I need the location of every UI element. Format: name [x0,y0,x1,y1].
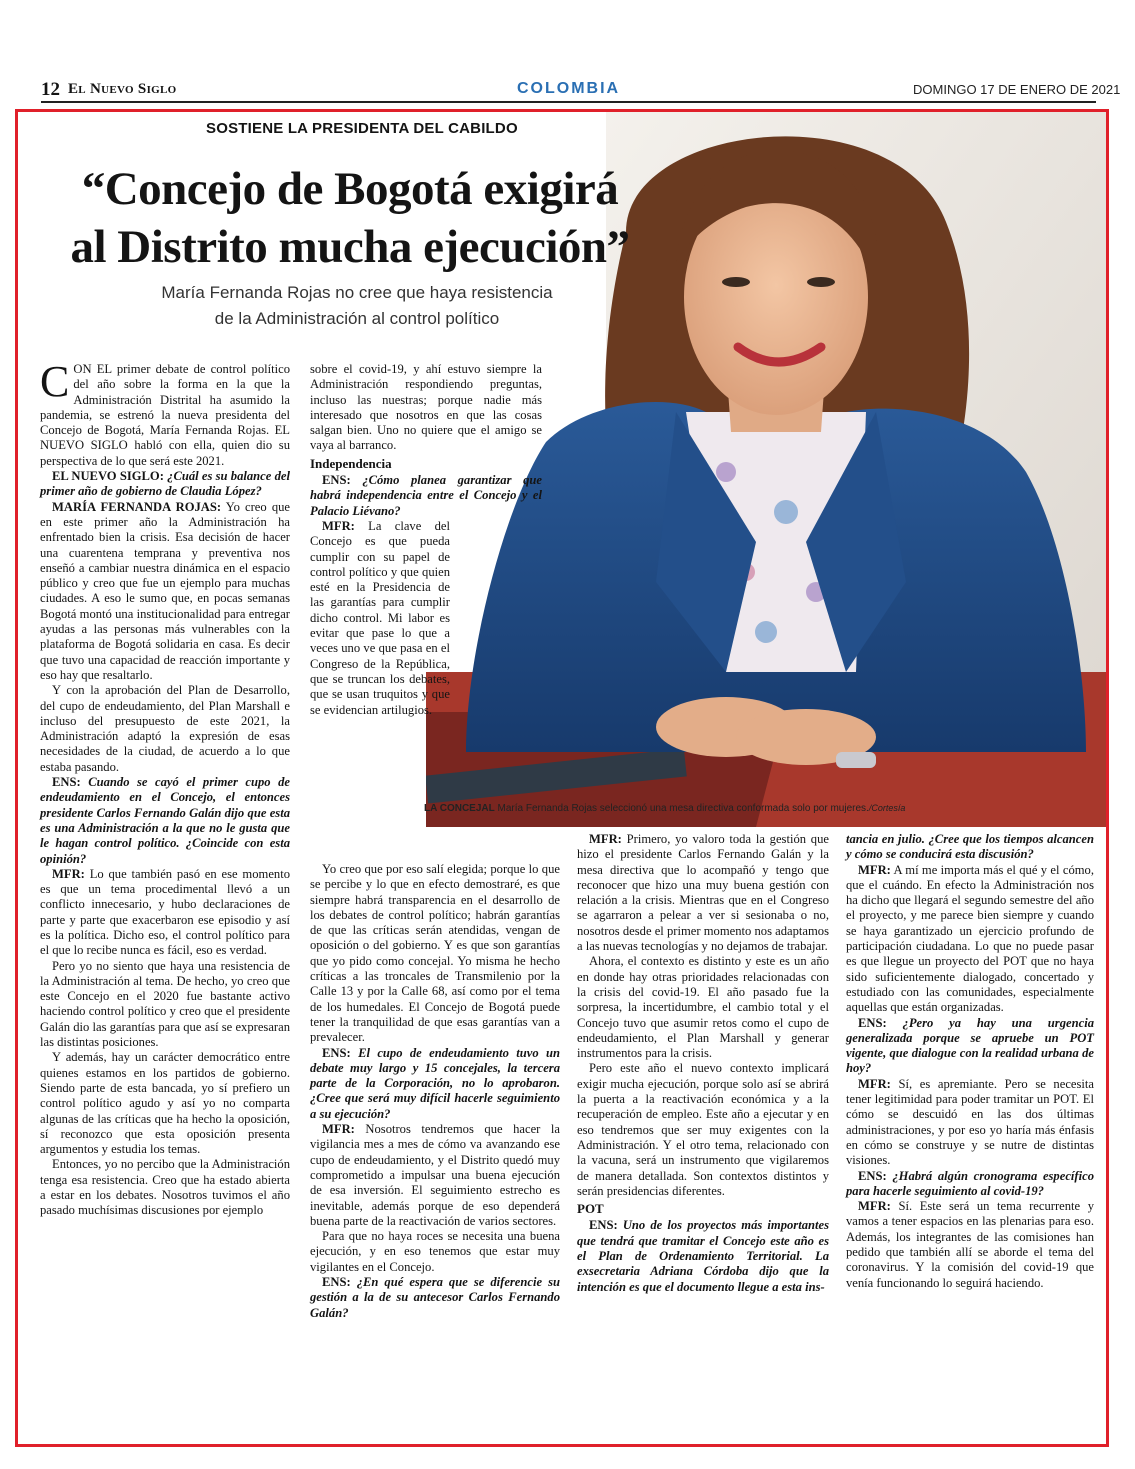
body-paragraph: sobre el covid-19, y ahí estuvo siempre la Administración respondiendo preguntas, incluso las nuestras; porque nadie más interesado que nosotros en que las cosas salgan bien. Uno no quiere que el amigo se vaya al barranco. [310,362,542,453]
headline-line-1: “Concejo de Bogotá exigirá [81,163,619,215]
answer-text: Sí. Este será un tema recurrente y vamos a tener espacios en las plenarias para eso. Además, los integrantes de las comisiones han pedido que también allí se aborde el tema del coronavirus. Y la comisión del covid-19 que venía funcionando lo seguirá haciendo. [846,1199,1094,1290]
caption-label: LA CONCEJAL [424,803,495,814]
answer-speaker: MFR: [52,866,85,881]
question-text: tancia en julio. ¿Cree que los tiempos alcancen y cómo se conducirá esta discusión? [846,832,1094,862]
answer-speaker: MFR: [858,1076,891,1091]
answer-text: Primero, yo valoro toda la gestión que hizo el presidente Carlos Fernando Galán y la mesa directiva que lo acompañó y tengo que reconocer que hizo una muy buena gestión con relación a la crisis. Mientras que en el Congreso se agarraron a pelear a ver si sesionaba o no, nosotros desde el primer momento nos adaptamos a las nuevas tecnologías y no dejamos de trabajar. [577,832,829,954]
question-text: Uno de los proyectos más importantes que tendrá que tramitar el Concejo este año es el Plan de Ordenamiento Territorial. La exsecretaria Adriana Córdoba dijo que la intención es que el documento llegue a esta ins- [577,1218,829,1294]
question-text: ¿Cuál es su balance del primer año de gobierno de Claudia López? [40,469,290,499]
page-number: 12 [41,79,60,100]
body-paragraph: Entonces, yo no percibo que la Administración tenga esa resistencia. Creo que ha estado abierta a estar en los debates. Nosotros tuvimos el año pasado muchísimas discusiones por ejemplo [40,1157,290,1218]
answer-text: Sí, es apremiante. Pero se necesita tener legitimidad para poder tramitar un POT. El cómo se descuidó en las dos últimas administraciones, y por eso yo haría más énfasis en cómo se construye y se nutre de distintas visiones. [846,1076,1094,1168]
drop-cap: C [40,357,70,406]
subhead-line-2: de la Administración al control político [214,309,500,328]
answer-text: La clave del Concejo es que pueda cumplir con su papel de control político y que quien esté en la Presidencia de las garantías para cumplir dicho control. Mi labor es evitar que pase lo que a veces uno ve que pasa en el Congreso de la República, que se truncan los debates, que se usan truquitos y que se evidencian artilugios. [310,518,450,717]
body-paragraph: Y con la aprobación del Plan de Desarrollo, del cupo de endeudamiento, del Plan Marshall e incluso del presupuesto de este 2021, la Administración adaptó la expresión de esas necesidades de la ciudad, de acuerdo a lo que estaba pasando. [40,683,290,774]
answer-speaker: MARÍA FERNANDA ROJAS: [52,499,222,514]
question-speaker: ENS: [52,775,81,790]
question-speaker: ENS: [589,1218,618,1233]
issue-date: DOMINGO 17 DE ENERO DE 2021 [913,82,1121,97]
body-paragraph: Yo creo que por eso salí elegida; porque lo que se percibe y lo que en efecto demostraré, es que siempre habrá transparencia en el desarrollo de los debates de control político; habrán garantías de que las críticas serán atendidas, vengan de oposición o del gobierno. Y es que son garantías que yo pido como concejal. Yo misma he hecho críticas a las troncales de Transmilenio por la Calle 13 y por la Calle 68, así como por el tema de los humedales. El Concejo de Bogotá puede tener la tranquilidad de que esas garantías van a prevalecer. [310,862,560,1045]
question-text: El cupo de endeudamiento tuvo un debate muy largo y 15 concejales, la tercera parte de la Corporación, no lo aprobaron. ¿Cree que será muy difícil hacerle seguimiento a su ejecución? [310,1045,560,1121]
caption-text: María Fernanda Rojas seleccionó una mesa directiva conformada solo por mujeres. [494,803,869,814]
caption-credit: /Cortesía [868,803,906,813]
answer-text: Yo creo que en este primer año la Administración ha enfrentado bien la crisis. Esa decisión de hacer una cuarentena temprana y preventiva nos enseñó a cambiar nuestra dinámica en el espacio público y creo que fue un ejemplo para muchas ciudades. A eso le sumo que, en pocas semanas Bogotá montó una institucionalidad para entregar ayudas a las personas más vulnerables con la plataforma de Bogotá solidaria en casa. Es decir que tuvo una capacidad de reacción importante y eso hay que resaltarlo. [40,499,290,682]
question-text: Cuando se cayó el primer cupo de endeudamiento en el Concejo, el entonces presidente Carlos Fernando Galán dijo que esta es una Administración a la que no le gusta que le hagan control político. ¿Coincide con esta opinión? [40,775,290,866]
question-speaker: ENS: [858,1168,887,1183]
article-column-4 [846,832,1094,1291]
headline-line-2: al Distrito mucha ejecución” [70,221,630,273]
question-speaker: ENS: [322,1045,351,1060]
photo-caption [424,803,1104,814]
question-text: ¿En qué espera que se diferencie su gestión a la de su antecesor Carlos Fernando Galán? [310,1275,560,1320]
answer-text: Lo que también pasó en ese momento es que un tema procedimental llevó a un conflicto innecesario, y hubo declaraciones de parte y parte que exacerbaron ese episodio y así es la política. Dicho eso, el control político para el que lo recibe nunca es fácil, eso es verdad. [40,866,290,958]
body-paragraph: Y además, hay un carácter democrático entre quienes estamos en los partidos de gobierno. Siendo parte de esta bancada, yo sí prefiero un control político agudo y así yo no comparta algunas de las críticas que ha hecho la oposición, sí reconozco que esta oposición presenta argumentos y estudia los temas. [40,1050,290,1157]
body-paragraph: Para que no haya roces se necesita una buena ejecución, y en eso tenemos que estar muy vigilantes en el Concejo. [310,1229,560,1274]
article-column-3 [577,832,829,1295]
article-subhead [92,280,622,332]
question-speaker: EL NUEVO SIGLO: [52,469,164,484]
question-speaker: ENS: [322,473,351,488]
body-paragraph: Ahora, el contexto es distinto y este es un año en donde hay otras prioridades relacionadas con la crisis del covid-19. El año pasado fue la sorpresa, la incertidumbre, el cambio total y el Concejo tuvo que asumir retos como el cupo de endeudamiento, el Plan Marshall y generar instrumentos para la crisis. [577,954,829,1061]
article-column-2-top [310,362,542,718]
lead-paragraph: ON EL primer debate de control político del año sobre la forma en la que la Administración Distrital ha asumido la pandemia, se estrenó la nueva presidenta del Concejo de Bogotá, María Fernanda Rojas. EL NUEVO SIGLO habló con ella, quien dio su perspectiva de lo que será este 2021. [40,362,290,468]
answer-speaker: MFR: [589,832,622,846]
question-text: ¿Pero ya hay una urgencia generalizada porque se apruebe un POT vigente, que dialogue con la realidad urbana de hoy? [846,1015,1094,1076]
article-column-2-bottom [310,862,560,1321]
article-headline [30,160,670,276]
section-subtitle: Independencia [310,455,392,471]
header-rule [41,101,1096,103]
question-text: ¿Habrá algún cronograma específico para hacerle seguimiento al covid-19? [846,1168,1094,1198]
newspaper-name: El Nuevo Siglo [68,81,177,97]
question-speaker: ENS: [322,1275,351,1290]
section-title: COLOMBIA [517,80,621,97]
body-paragraph: Pero este año el nuevo contexto implicará exigir mucha ejecución, porque solo así se abrirá la puerta a la reactivación económica y a la recuperación de empleo. Este año a ejecutar y en eso tendremos que ser muy exigentes con la Administración. Y el otro tema, relacionado con la vacuna, será un instrumento que vigilaremos de manera detallada. Son contextos distintos y serán presidencias diferentes. [577,1061,829,1198]
question-text: ¿Cómo planea garantizar que habrá independencia entre el Concejo y el Palacio Liévano? [310,473,542,518]
answer-text: A mí me importa más el qué y el cómo, que el cuándo. En efecto la Administración nos ha dicho que llegará el segundo semestre del año el proyecto, y me parece bien siempre y cuando se haya garantizado un ejercicio profundo de participación ciudadana. Lo que no puede pasar es que llegue un proyecto del POT que no haya sido suficientemente dialogado, concertado y estudiado con las comunidades, especialmente aquellas que están organizadas. [846,862,1094,1015]
subhead-line-1: María Fernanda Rojas no cree que haya resistencia [161,283,553,302]
section-subtitle: POT [577,1201,604,1217]
answer-speaker: MFR: [858,1199,891,1214]
answer-speaker: MFR: [322,518,355,533]
answer-text: Nosotros tendremos que hacer la vigilancia mes a mes de cómo va avanzando ese cupo de endeudamiento, y el Distrito quedó muy comprometido a impulsar una buena ejecución de esa inversión. El seguimiento estrecho es inevitable, además porque de eso dependerá buena parte de la reactivación de varios sectores. [310,1122,560,1228]
body-paragraph: Pero yo no siento que haya una resistencia de la Administración al tema. De hecho, yo creo que este Concejo en el 2020 fue bastante activo haciendo control político y creo que el presidente Galán dio las garantías para que así se expresaran las distintas posiciones. [40,958,290,1050]
answer-speaker: MFR: [322,1122,355,1137]
question-speaker: ENS: [858,1015,887,1030]
answer-speaker: MFR: [858,862,891,877]
article-column-1 [40,357,290,1219]
article-kicker: SOSTIENE LA PRESIDENTA DEL CABILDO [206,120,518,137]
